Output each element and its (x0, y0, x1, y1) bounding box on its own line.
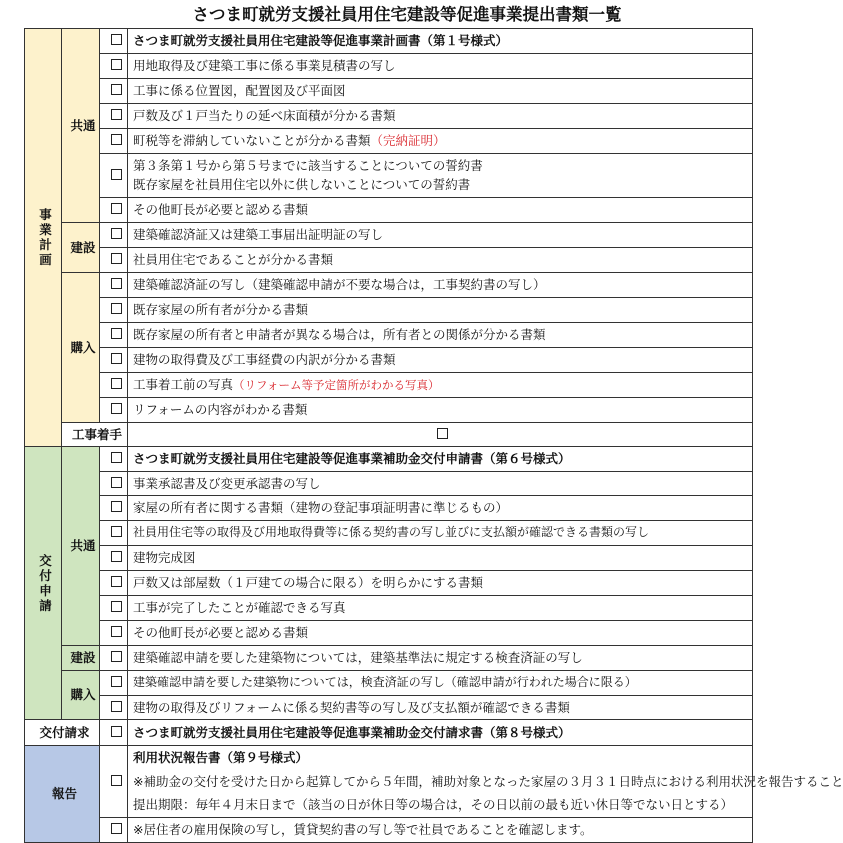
table-row (25, 719, 753, 745)
table-row (25, 446, 753, 471)
document-item: 建物の取得費及び工事経費の内訳が分かる書類 (128, 347, 753, 372)
table-row (25, 570, 753, 595)
checkbox[interactable] (100, 471, 128, 495)
document-item: 工事着工前の写真（リフォーム等予定箇所がわかる写真） (128, 372, 753, 397)
table-row (25, 545, 753, 570)
checkbox[interactable] (100, 645, 128, 670)
table-row (25, 297, 753, 322)
document-table (24, 2, 843, 843)
document-item: その他町長が必要と認める書類 (128, 197, 753, 222)
table-row (25, 817, 753, 842)
table-row (25, 197, 753, 222)
page-title: さつま町就労支援社員用住宅建設等促進事業提出書類一覧 (192, 5, 622, 25)
checkbox[interactable] (100, 595, 128, 620)
red-note: （リフォーム等予定箇所がわかる写真） (233, 377, 440, 392)
checkbox[interactable] (100, 222, 128, 247)
checkbox[interactable] (100, 103, 128, 128)
subcategory-kyotsu: 共通 (62, 28, 100, 222)
category-kofu-seikyu: 交付請求 (25, 719, 100, 745)
table-row (25, 222, 753, 247)
table-row (25, 78, 753, 103)
table-row (25, 793, 753, 817)
subcategory-konyu: 購入 (62, 272, 100, 422)
checkbox[interactable] (128, 422, 753, 446)
table-row (25, 520, 753, 545)
table-row (25, 322, 753, 347)
document-item: 建築確認申請を要した建築物については，建築基準法に規定する検査済証の写し (128, 645, 753, 670)
document-item: さつま町就労支援社員用住宅建設等促進事業補助金交付申請書（第６号様式） (128, 446, 753, 471)
document-item: 既存家屋の所有者と申請者が異なる場合は，所有者との関係が分かる書類 (128, 322, 753, 347)
table-row (25, 422, 753, 446)
category-koji-chakushu: 工事着手 (62, 422, 128, 446)
checkbox[interactable] (100, 670, 128, 695)
checkbox[interactable] (100, 272, 128, 297)
report-note: ※居住者の雇用保険の写し，賃貸契約書の写し等で社員であることを確認します。 (128, 817, 753, 842)
table-row (25, 620, 753, 645)
checkbox[interactable] (100, 128, 128, 153)
checkbox[interactable] (100, 397, 128, 422)
document-item: 建築確認済証又は建築工事届出証明証の写し (128, 222, 753, 247)
document-item: 建物完成図 (128, 545, 753, 570)
category-jigyo-keikaku: 事 業 計 画 (25, 28, 62, 446)
document-item: 家屋の所有者に関する書類（建物の登記事項証明書に準じるもの） (128, 495, 753, 520)
checkbox[interactable] (100, 817, 128, 842)
subcategory-kyotsu: 共通 (62, 446, 100, 645)
table-row (25, 495, 753, 520)
title-row (25, 2, 753, 28)
table-row (25, 695, 753, 719)
document-item: 建築確認申請を要した建築物については，検査済証の写し（確認申請が行われた場合に限る） (128, 670, 753, 695)
category-hokoku: 報告 (25, 745, 100, 842)
document-item: 戸数又は部屋数（１戸建ての場合に限る）を明らかにする書類 (128, 570, 753, 595)
subcategory-konyu: 購入 (62, 670, 100, 719)
document-item: 町税等を滞納していないことが分かる書類（完納証明） (128, 128, 753, 153)
document-item: その他町長が必要と認める書類 (128, 620, 753, 645)
checkbox[interactable] (100, 197, 128, 222)
checkbox[interactable] (100, 620, 128, 645)
document-item: 工事が完了したことが確認できる写真 (128, 595, 753, 620)
table-row (25, 103, 753, 128)
document-item: 建築確認済証の写し（建築確認申請が不要な場合は，工事契約書の写し） (128, 272, 753, 297)
subcategory-kensetsu: 建設 (62, 222, 100, 272)
document-item: 戸数及び１戸当たりの延べ床面積が分かる書類 (128, 103, 753, 128)
document-item: 工事に係る位置図，配置図及び平面図 (128, 78, 753, 103)
table-row (25, 53, 753, 78)
table-row (25, 471, 753, 495)
table-row (25, 670, 753, 695)
report-deadline: 提出期限：毎年４月末日まで（該当の日が休日等の場合は，その日以前の最も近い休日等でない日とする） (128, 793, 753, 817)
subcategory-kensetsu: 建設 (62, 645, 100, 670)
table-row (25, 28, 753, 53)
checkbox[interactable] (100, 153, 128, 197)
checkbox[interactable] (100, 247, 128, 272)
red-note: （完納証明） (370, 133, 446, 148)
document-item: 既存家屋の所有者が分かる書類 (128, 297, 753, 322)
checkbox[interactable] (100, 520, 128, 545)
table-row (25, 372, 753, 397)
table-row (25, 645, 753, 670)
checkbox[interactable] (100, 719, 128, 745)
table-row (25, 595, 753, 620)
document-item: 用地取得及び建築工事に係る事業見積書の写し (128, 53, 753, 78)
document-item: さつま町就労支援社員用住宅建設等促進事業計画書（第１号様式） (128, 28, 753, 53)
report-note: ※補助金の交付を受けた日から起算してから５年間，補助対象となった家屋の３月３１日時点における利用状況を報告すること (128, 769, 753, 793)
checkbox[interactable] (100, 297, 128, 322)
table-row (25, 128, 753, 153)
checkbox[interactable] (100, 495, 128, 520)
document-item: リフォームの内容がわかる書類 (128, 397, 753, 422)
table-row (25, 745, 753, 769)
table-row (25, 769, 753, 793)
checkbox[interactable] (100, 695, 128, 719)
document-item: 社員用住宅であることが分かる書類 (128, 247, 753, 272)
table-row (25, 153, 753, 197)
document-item: 事業承認書及び変更承認書の写し (128, 471, 753, 495)
document-item: さつま町就労支援社員用住宅建設等促進事業補助金交付請求書（第８号様式） (128, 719, 753, 745)
table-row (25, 347, 753, 372)
checkbox[interactable] (100, 78, 128, 103)
document-item: 社員用住宅等の取得及び用地取得費等に係る契約書の写し並びに支払額が確認できる書類の写し (128, 520, 753, 545)
checkbox[interactable] (100, 53, 128, 78)
table-row (25, 272, 753, 297)
category-kofu-shinsei: 交 付 申 請 (25, 446, 62, 719)
checkbox[interactable] (100, 745, 128, 817)
checkbox[interactable] (100, 545, 128, 570)
checkbox[interactable] (100, 347, 128, 372)
checkbox[interactable] (100, 372, 128, 397)
table-row (25, 397, 753, 422)
checkbox[interactable] (100, 570, 128, 595)
document-item: 利用状況報告書（第９号様式） (128, 745, 753, 769)
checkbox[interactable] (100, 446, 128, 471)
checkbox[interactable] (100, 28, 128, 53)
table-row (25, 247, 753, 272)
document-item: 建物の取得及びリフォームに係る契約書等の写し及び支払額が確認できる書類 (128, 695, 753, 719)
document-item: 第３条第１号から第５号までに該当することについての誓約書 既存家屋を社員用住宅以外に供しないことについての誓約書 (128, 153, 753, 197)
checkbox[interactable] (100, 322, 128, 347)
